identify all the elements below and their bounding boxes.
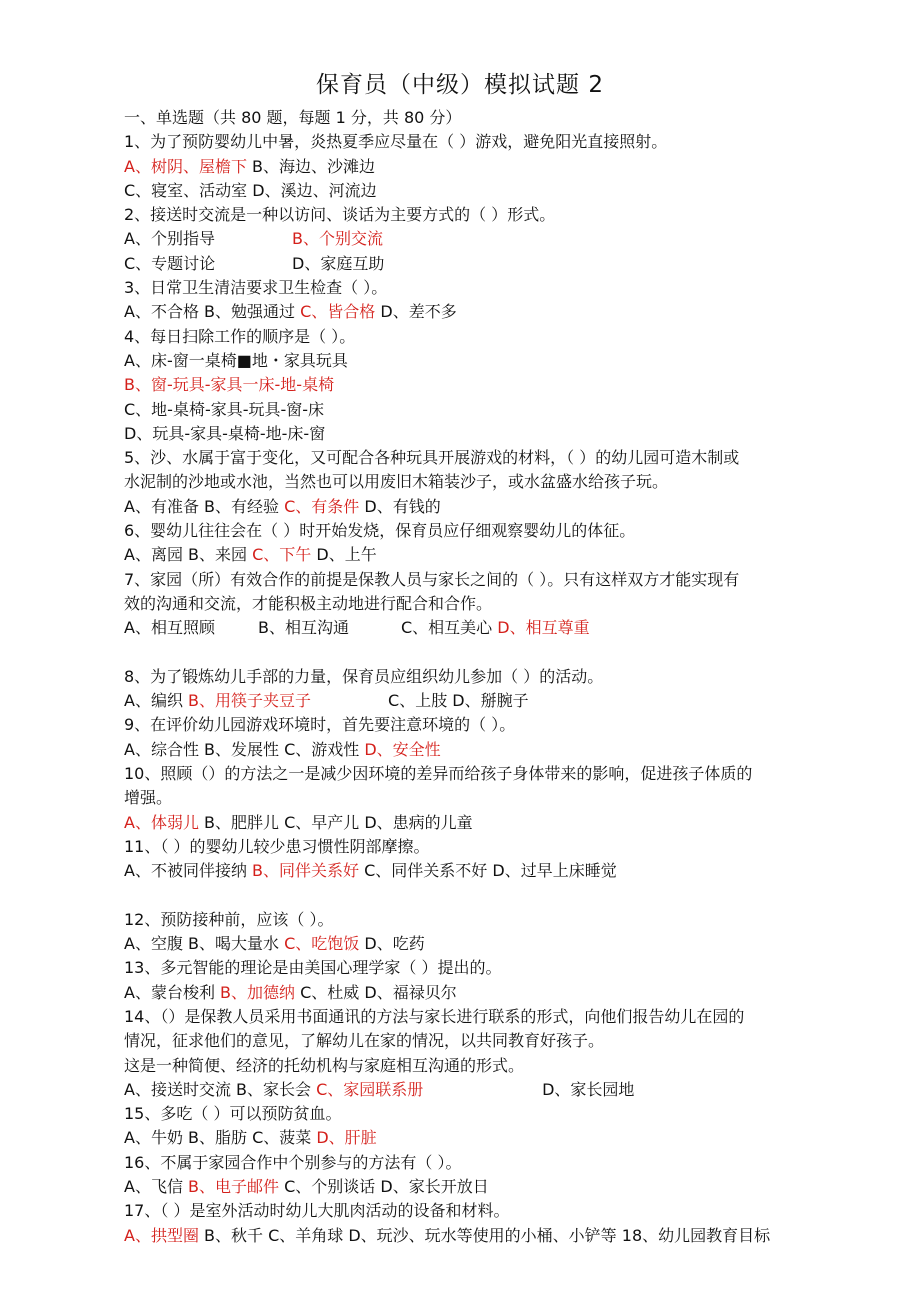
text-line [124,422,804,446]
text-segment: D、吃药 [359,934,425,954]
text-line [124,786,804,810]
text-line [124,300,804,324]
text-line [124,1151,804,1175]
text-line [124,1054,804,1078]
answer-text: B、加德纳 [220,982,296,1002]
text-segment: A、飞信 [124,1177,189,1197]
answer-text: D、安全性 [364,739,441,759]
text-segment: D、有钱的 [359,496,441,516]
text-line [124,1029,804,1053]
text-line [124,325,804,349]
text-segment: A、空腹 B、喝大量水 [124,934,285,954]
text-segment: C、个别谈话 D、家长开放日 [279,1177,489,1197]
text-segment: 4、每日扫除工作的顺序是（ ）。 [124,326,356,346]
text-segment: 16、不属于家园合作中个别参与的方法有（ ）。 [124,1152,462,1172]
text-segment: D、家长园地 [542,1079,635,1099]
text-line [124,543,804,567]
text-line [124,981,804,1005]
text-segment: 3、日常卫生清洁要求卫生检查（ ）。 [124,278,388,298]
text-line [124,713,804,737]
answer-text: D、相互尊重 [497,618,590,638]
text-line [124,956,804,980]
answer-text: C、家园联系册 [316,1079,424,1099]
text-segment: A、个别指导 [124,229,215,249]
text-line [124,1126,804,1150]
text-segment: 增强。 [124,788,173,808]
text-line [124,592,804,616]
text-segment: D、上午 [311,545,377,565]
text-line [124,616,804,640]
text-segment: C、专题讨论 [124,253,216,273]
text-segment: A、牛奶 B、脂肪 C、菠菜 [124,1128,317,1148]
answer-text: B、电子邮件 [188,1177,280,1197]
text-segment: A、蒙台梭利 [124,982,221,1002]
text-segment: C、地-桌椅-家具-玩具-窗-床 [124,399,325,419]
text-line [124,470,804,494]
text-line [124,349,804,373]
answer-text: C、吃饱饭 [284,934,360,954]
answer-text: C、皆合格 [300,302,376,322]
text-line [124,665,804,689]
text-line [124,1005,804,1029]
text-segment: C、寝室、活动室 D、溪边、河流边 [124,180,377,200]
answer-text: B、窗-玩具-家具一床-地-桌椅 [124,375,335,395]
text-segment: A、接送时交流 B、家长会 [124,1079,317,1099]
text-segment: D、家庭互助 [292,253,385,273]
text-segment: A、编织 [124,691,189,711]
text-segment: 效的沟通和交流，才能积极主动地进行配合和合作。 [124,593,493,613]
text-line [124,689,804,713]
text-line [124,859,804,883]
text-line [124,1199,804,1223]
text-segment: A、不合格 B、勉强通过 [124,302,301,322]
text-segment: 15、多吃（ ）可以预防贫血。 [124,1104,342,1124]
text-line [124,811,804,835]
text-segment: D、玩具-家具-桌椅-地-床-窗 [124,423,326,443]
text-line [124,835,804,859]
text-segment: 13、多元智能的理论是由美国心理学家（ ）提出的。 [124,958,502,978]
text-segment: 17、（ ）是室外活动时幼儿大肌肉活动的设备和材料。 [124,1201,510,1221]
text-segment: 水泥制的沙地或水池，当然也可以用废旧木箱装沙子，或水盆盛水给孩子玩。 [124,472,669,492]
page-title: 保育员（中级）模拟试题 2 [316,72,604,98]
text-segment: 10、照顾（）的方法之一是减少因环境的差异而给孩子身体带来的影响，促进孩子体质的 [124,764,753,784]
answer-text: B、同伴关系好 [252,861,360,881]
text-line [124,398,804,422]
text-segment: A、床-窗一桌椅■地・家具玩具 [124,350,348,370]
text-segment: B、相互沟通 [258,618,349,638]
text-segment: C、杜威 D、福禄贝尔 [295,982,457,1002]
text-segment: A、离园 B、来园 [124,545,253,565]
text-segment: 5、沙、水属于富于变化，又可配合各种玩具开展游戏的材料，（ ）的幼儿园可造木制或 [124,448,740,468]
text-line [124,1175,804,1199]
text-line [124,1102,804,1126]
text-segment: C、同伴关系不好 D、过早上床睡觉 [359,861,617,881]
text-line [124,106,804,130]
answer-text: C、有条件 [284,496,360,516]
text-segment: 11、（ ）的婴幼儿较少患习惯性阴部摩擦。 [124,836,430,856]
text-line [124,1078,804,1102]
answer-text: B、个别交流 [292,229,383,249]
text-segment: B、肥胖儿 C、早产儿 D、患病的儿童 [198,812,473,832]
text-line [124,568,804,592]
text-segment: 这是一种简便、经济的托幼机构与家庭相互沟通的形式。 [124,1055,525,1075]
text-line [124,932,804,956]
text-line [124,252,804,276]
text-line [124,495,804,519]
text-segment: A、相互照顾 [124,618,215,638]
text-line [124,738,804,762]
answer-text: A、树阴、屋檐下 [124,156,247,176]
text-line [124,203,804,227]
text-line [124,373,804,397]
text-line [124,155,804,179]
answer-text: A、拱型圈 [124,1225,199,1245]
text-segment: C、上肢 D、掰腕子 [388,691,529,711]
text-segment: 2、接送时交流是一种以访问、谈话为主要方式的（ ）形式。 [124,205,556,225]
text-line [124,519,804,543]
text-segment: B、秋千 C、羊角球 D、玩沙、玩水等使用的小桶、小铲等 18、幼儿园教育目标 [198,1225,771,1245]
text-segment: 6、婴幼儿往往会在（ ）时开始发烧，保育员应仔细观察婴幼儿的体征。 [124,521,636,541]
text-line [124,446,804,470]
text-line [124,179,804,203]
blank-line [124,884,804,908]
text-segment: 情况，征求他们的意见，了解幼儿在家的情况，以共同教育好孩子。 [124,1031,605,1051]
text-line [124,276,804,300]
answer-text: C、下午 [252,545,312,565]
text-segment: D、差不多 [375,302,457,322]
text-segment: 1、为了预防婴幼儿中暑，炎热夏季应尽量在（ ）游戏，避免阳光直接照射。 [124,132,668,152]
text-segment: 7、家园（所）有效合作的前提是保教人员与家长之间的（ ）。只有这样双方才能实现有 [124,569,740,589]
answer-text: A、体弱儿 [124,812,199,832]
question-list [124,106,804,1248]
text-segment: 14、（）是保教人员采用书面通讯的方法与家长进行联系的形式，向他们报告幼儿在园的 [124,1006,745,1026]
text-segment: C、相互美心 [401,618,498,638]
text-segment: A、不被同伴接纳 [124,861,253,881]
text-segment: B、海边、沙滩边 [246,156,376,176]
text-line [124,227,804,251]
blank-line [124,641,804,665]
answer-text: B、用筷子夹豆子 [188,691,312,711]
text-segment: 8、为了锻炼幼儿手部的力量，保育员应组织幼儿参加（ ）的活动。 [124,666,604,686]
text-line [124,130,804,154]
text-segment: A、综合性 B、发展性 C、游戏性 [124,739,365,759]
text-line [124,762,804,786]
text-segment: A、有准备 B、有经验 [124,496,285,516]
text-line [124,1224,804,1248]
text-segment: 9、在评价幼儿园游戏环境时，首先要注意环境的（ ）。 [124,715,516,735]
text-segment: 一、单选题（共 80 题，每题 1 分，共 80 分） [124,108,462,127]
answer-text: D、肝脏 [316,1128,377,1148]
text-line [124,908,804,932]
text-segment: 12、预防接种前，应该（ ）。 [124,909,334,929]
